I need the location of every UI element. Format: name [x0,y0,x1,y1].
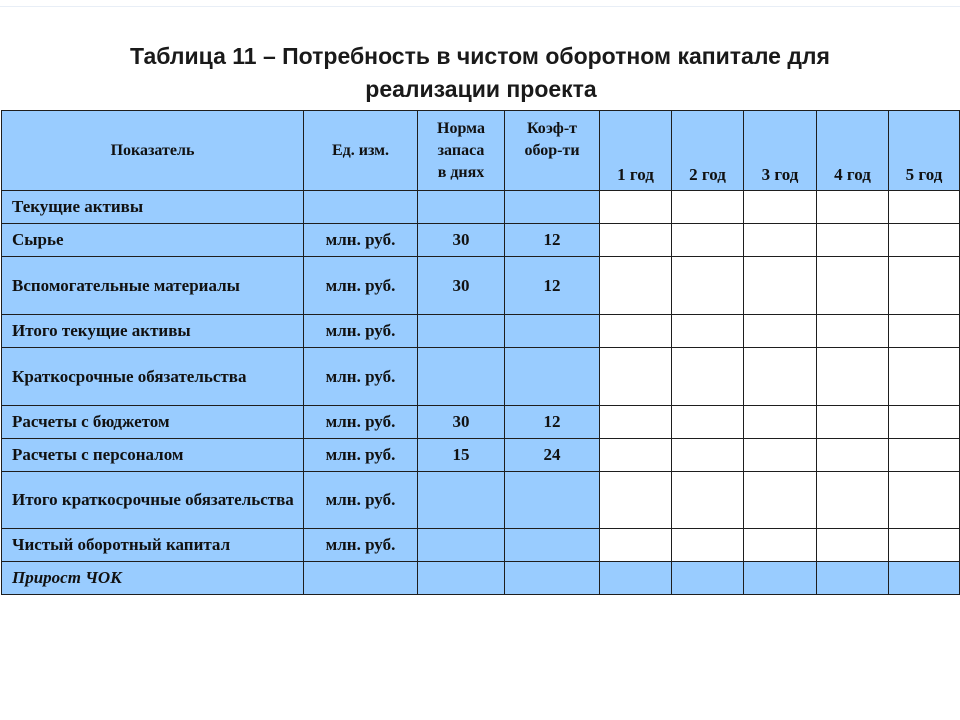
row-unit: млн. руб. [304,406,418,439]
year-cell [817,472,889,529]
row-unit: млн. руб. [304,439,418,472]
row-norm [418,529,505,562]
row-label: Расчеты с бюджетом [2,406,304,439]
table-row [2,191,960,224]
year-cell [672,472,744,529]
header-coef-line: обор-ти [524,141,580,159]
row-coef [505,472,600,529]
header-coef [505,111,600,191]
year-cell [744,562,817,595]
row-label: Текущие активы [2,191,304,224]
row-label: Итого краткосрочные обязательства [2,472,304,529]
table-row [2,472,960,529]
year-cell [744,406,817,439]
header-norm-line: Норма [437,119,485,137]
year-cell [600,406,672,439]
row-coef [505,529,600,562]
row-coef [505,562,600,595]
year-cell [744,315,817,348]
row-coef: 12 [505,406,600,439]
header-coef-line: Коэф-т [526,119,578,137]
table-row [2,315,960,348]
year-cell [744,472,817,529]
title-line-2: реализации проекта [365,76,597,102]
year-cell [817,529,889,562]
table-row [2,224,960,257]
row-coef: 12 [505,224,600,257]
year-cell [672,191,744,224]
row-label: Вспомогательные материалы [2,257,304,315]
row-norm: 30 [418,257,505,315]
header-norm-line: запаса [437,141,485,159]
row-unit: млн. руб. [304,315,418,348]
year-cell [672,348,744,406]
year-cell [817,562,889,595]
row-label: Чистый оборотный капитал [2,529,304,562]
row-coef [505,191,600,224]
year-cell [817,191,889,224]
row-label: Расчеты с персоналом [2,439,304,472]
row-label: Краткосрочные обязательства [2,348,304,406]
year-cell [672,257,744,315]
year-cell [889,562,960,595]
year-cell [600,562,672,595]
row-label: Прирост ЧОК [2,562,304,595]
year-cell [889,439,960,472]
year-cell [672,562,744,595]
year-cell [889,315,960,348]
table-row [2,439,960,472]
year-cell [600,224,672,257]
row-unit [304,562,418,595]
year-cell [889,529,960,562]
table-row [2,348,960,406]
year-cell [817,315,889,348]
year-cell [889,224,960,257]
year-cell [744,224,817,257]
year-cell [600,315,672,348]
header-norm [418,111,505,191]
row-label: Итого текущие активы [2,315,304,348]
year-cell [817,257,889,315]
year-cell [817,224,889,257]
header-year-1: 1 год [600,111,672,191]
year-cell [889,191,960,224]
table-row [2,406,960,439]
header-indicator: Показатель [2,111,304,191]
row-norm: 15 [418,439,505,472]
year-cell [744,257,817,315]
row-norm [418,348,505,406]
header-norm-line: в днях [437,163,485,181]
year-cell [889,406,960,439]
year-cell [672,224,744,257]
row-coef [505,315,600,348]
row-coef: 24 [505,439,600,472]
row-coef [505,348,600,406]
row-norm [418,562,505,595]
header-year-5: 5 год [889,111,960,191]
table-row [2,257,960,315]
year-cell [600,257,672,315]
header-year-3: 3 год [744,111,817,191]
year-cell [889,472,960,529]
row-norm: 30 [418,406,505,439]
row-unit: млн. руб. [304,529,418,562]
year-cell [672,439,744,472]
header-year-4: 4 год [817,111,889,191]
slide-title [0,40,960,106]
year-cell [817,439,889,472]
year-cell [744,348,817,406]
year-cell [600,529,672,562]
year-cell [817,406,889,439]
year-cell [744,439,817,472]
row-norm: 30 [418,224,505,257]
row-unit: млн. руб. [304,472,418,529]
year-cell [672,529,744,562]
year-cell [600,472,672,529]
year-cell [889,348,960,406]
year-cell [889,257,960,315]
top-divider-line [0,6,960,7]
header-row [2,111,960,191]
header-unit: Ед. изм. [304,111,418,191]
year-cell [817,348,889,406]
row-unit: млн. руб. [304,257,418,315]
row-norm [418,315,505,348]
row-unit [304,191,418,224]
row-unit: млн. руб. [304,224,418,257]
year-cell [600,348,672,406]
row-norm [418,472,505,529]
table-row [2,562,960,595]
table-row [2,529,960,562]
year-cell [744,191,817,224]
year-cell [600,439,672,472]
header-year-2: 2 год [672,111,744,191]
row-unit: млн. руб. [304,348,418,406]
year-cell [744,529,817,562]
year-cell [600,191,672,224]
row-coef: 12 [505,257,600,315]
year-cell [672,315,744,348]
title-line-1: Таблица 11 – Потребность в чистом оборотном капитале для [130,43,830,69]
working-capital-table [1,110,960,595]
year-cell [672,406,744,439]
row-label: Сырье [2,224,304,257]
row-norm [418,191,505,224]
